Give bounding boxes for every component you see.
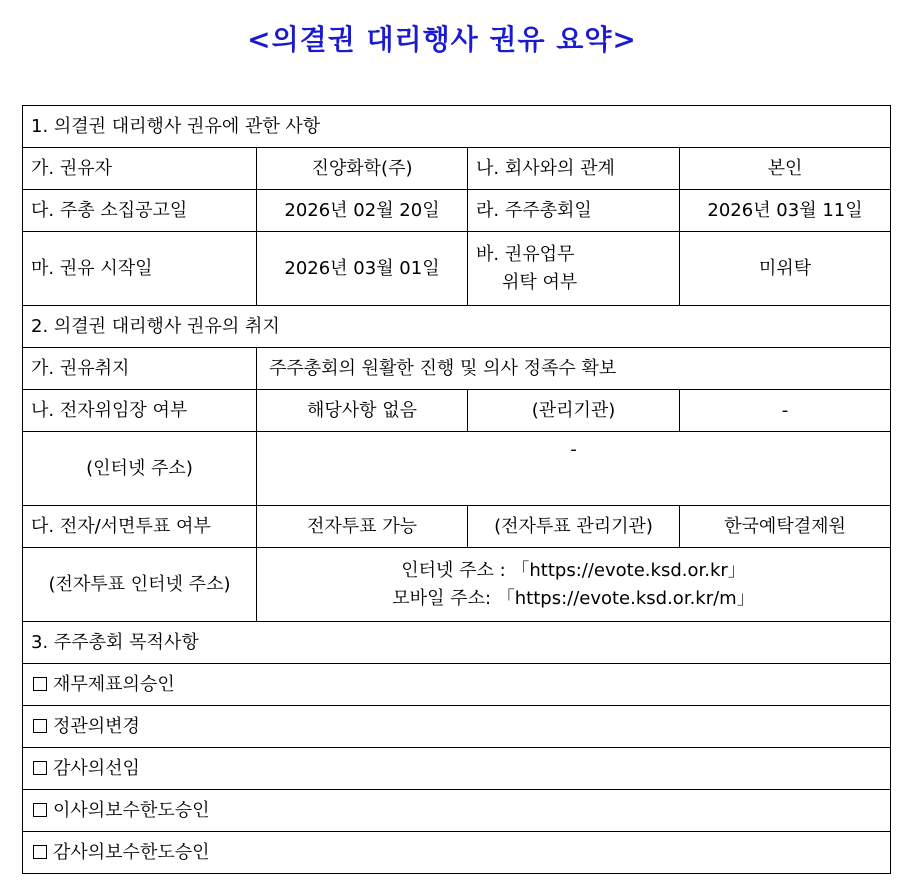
agenda-item	[23, 748, 891, 790]
section-3-heading: 3. 주주총회 목적사항	[23, 622, 891, 664]
checkbox-icon	[33, 803, 47, 817]
evote-internet-url: 인터넷 주소 : 「https://evote.ksd.or.kr」	[401, 559, 746, 581]
checkbox-icon	[33, 677, 47, 691]
agenda-item-label: 재무제표의승인	[53, 673, 175, 695]
outsourcing-value: 미위탁	[680, 232, 891, 306]
relation-label: 나. 회사와의 관계	[468, 148, 680, 190]
solicitor-label: 가. 권유자	[23, 148, 257, 190]
agenda-item	[23, 832, 891, 874]
agenda-item-label: 감사의선임	[53, 757, 140, 779]
notice-date-value: 2026년 02월 20일	[257, 190, 468, 232]
agency-label: (관리기관)	[468, 390, 680, 432]
evote-agency-label: (전자투표 관리기관)	[468, 506, 680, 548]
checkbox-icon	[33, 719, 47, 733]
internet-address-label: (인터넷 주소)	[23, 432, 257, 506]
evote-agency-value: 한국예탁결제원	[680, 506, 891, 548]
purpose-label: 가. 권유취지	[23, 348, 257, 390]
evote-value: 전자투표 가능	[257, 506, 468, 548]
eproxy-value: 해당사항 없음	[257, 390, 468, 432]
internet-address-value: -	[257, 432, 891, 506]
notice-date-label: 다. 주총 소집공고일	[23, 190, 257, 232]
agenda-item-label: 감사의보수한도승인	[53, 841, 210, 863]
agenda-item	[23, 706, 891, 748]
agency-value: -	[680, 390, 891, 432]
checkbox-icon	[33, 845, 47, 859]
evote-label: 다. 전자/서면투표 여부	[23, 506, 257, 548]
meeting-date-value: 2026년 03월 11일	[680, 190, 891, 232]
agenda-item-label: 정관의변경	[53, 715, 140, 737]
evote-mobile-url: 모바일 주소: 「https://evote.ksd.or.kr/m」	[392, 587, 755, 609]
checkbox-icon	[33, 761, 47, 775]
outsourcing-label-line-1: 바. 권유업무	[476, 243, 575, 265]
evote-url-label: (전자투표 인터넷 주소)	[23, 548, 257, 622]
relation-value: 본인	[680, 148, 891, 190]
section-2-heading: 2. 의결권 대리행사 권유의 취지	[23, 306, 891, 348]
eproxy-label: 나. 전자위임장 여부	[23, 390, 257, 432]
outsourcing-label	[468, 232, 680, 306]
section-1-heading: 1. 의결권 대리행사 권유에 관한 사항	[23, 106, 891, 148]
start-date-label: 마. 권유 시작일	[23, 232, 257, 306]
page-title: <의결권 대리행사 권유 요약>	[247, 23, 637, 56]
agenda-item	[23, 790, 891, 832]
start-date-value: 2026년 03월 01일	[257, 232, 468, 306]
agenda-item-label: 이사의보수한도승인	[53, 799, 210, 821]
evote-url-value	[257, 548, 891, 622]
outsourcing-label-line-2: 위탁 여부	[502, 271, 578, 293]
solicitor-value: 진양화학(주)	[257, 148, 468, 190]
purpose-value: 주주총회의 원활한 진행 및 의사 정족수 확보	[257, 348, 891, 390]
proxy-summary-table	[22, 105, 891, 874]
meeting-date-label: 라. 주주총회일	[468, 190, 680, 232]
agenda-item	[23, 664, 891, 706]
